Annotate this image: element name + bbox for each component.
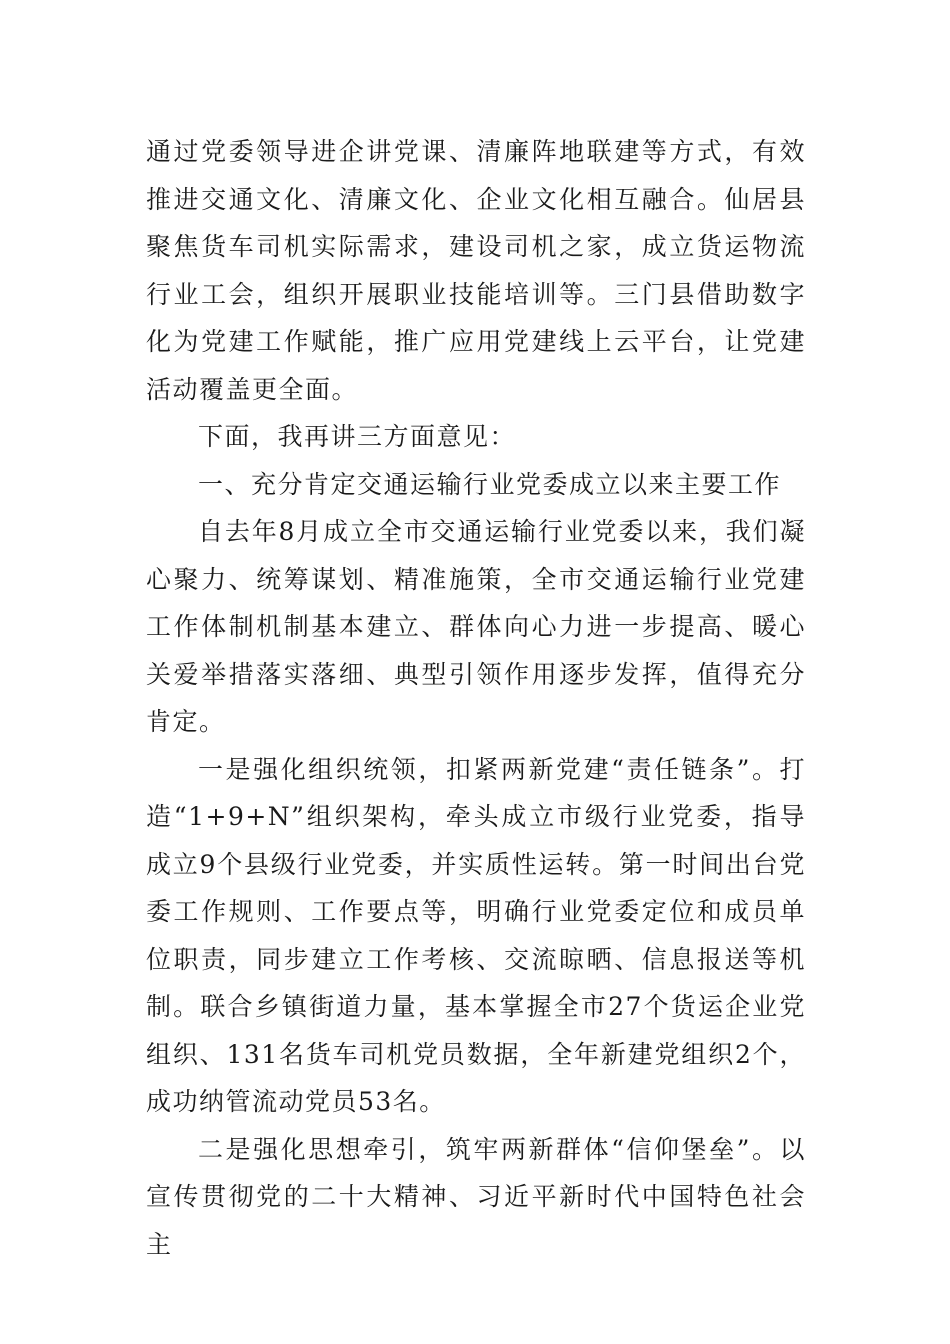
- document-body: [146, 128, 806, 1268]
- paragraph-point-one: 一是强化组织统领，扣紧两新党建“责任链条”。打造“1+9+N”组织架构，牵头成立市级行业党委，指导成立9个县级行业党委，并实质性运转。第一时间出台党委工作规则、工作要点等，明确行业党委定位和成员单位职责，同步建立工作考核、交流晾晒、信息报送等机制。联合乡镇街道力量，基本掌握全市27个货运企业党组织、131名货车司机党员数据，全年新建党组织2个，成功纳管流动党员53名。: [146, 754, 806, 1116]
- section-heading: 一、充分肯定交通运输行业党委成立以来主要工作: [198, 469, 782, 499]
- paragraph-continuation: 通过党委领导进企讲党课、清廉阵地联建等方式，有效推进交通文化、清廉文化、企业文化相互融合。仙居县聚焦货车司机实际需求，建设司机之家，成立货运物流行业工会，组织开展职业技能培训等。三门县借助数字化为党建工作赋能，推广应用党建线上云平台，让党建活动覆盖更全面。: [146, 137, 806, 404]
- paragraph-intro: 下面，我再讲三方面意见：: [198, 422, 517, 451]
- paragraph-point-two: 二是强化思想牵引，筑牢两新群体“信仰堡垒”。以宣传贯彻党的二十大精神、习近平新时代中国特色社会主: [146, 1134, 806, 1259]
- paragraph-summary: 自去年8月成立全市交通运输行业党委以来，我们凝心聚力、统筹谋划、精准施策，全市交通运输行业党建工作体制机制基本建立、群体向心力进一步提高、暖心关爱举措落实落细、典型引领作用逐步发挥，值得充分肯定。: [146, 517, 806, 736]
